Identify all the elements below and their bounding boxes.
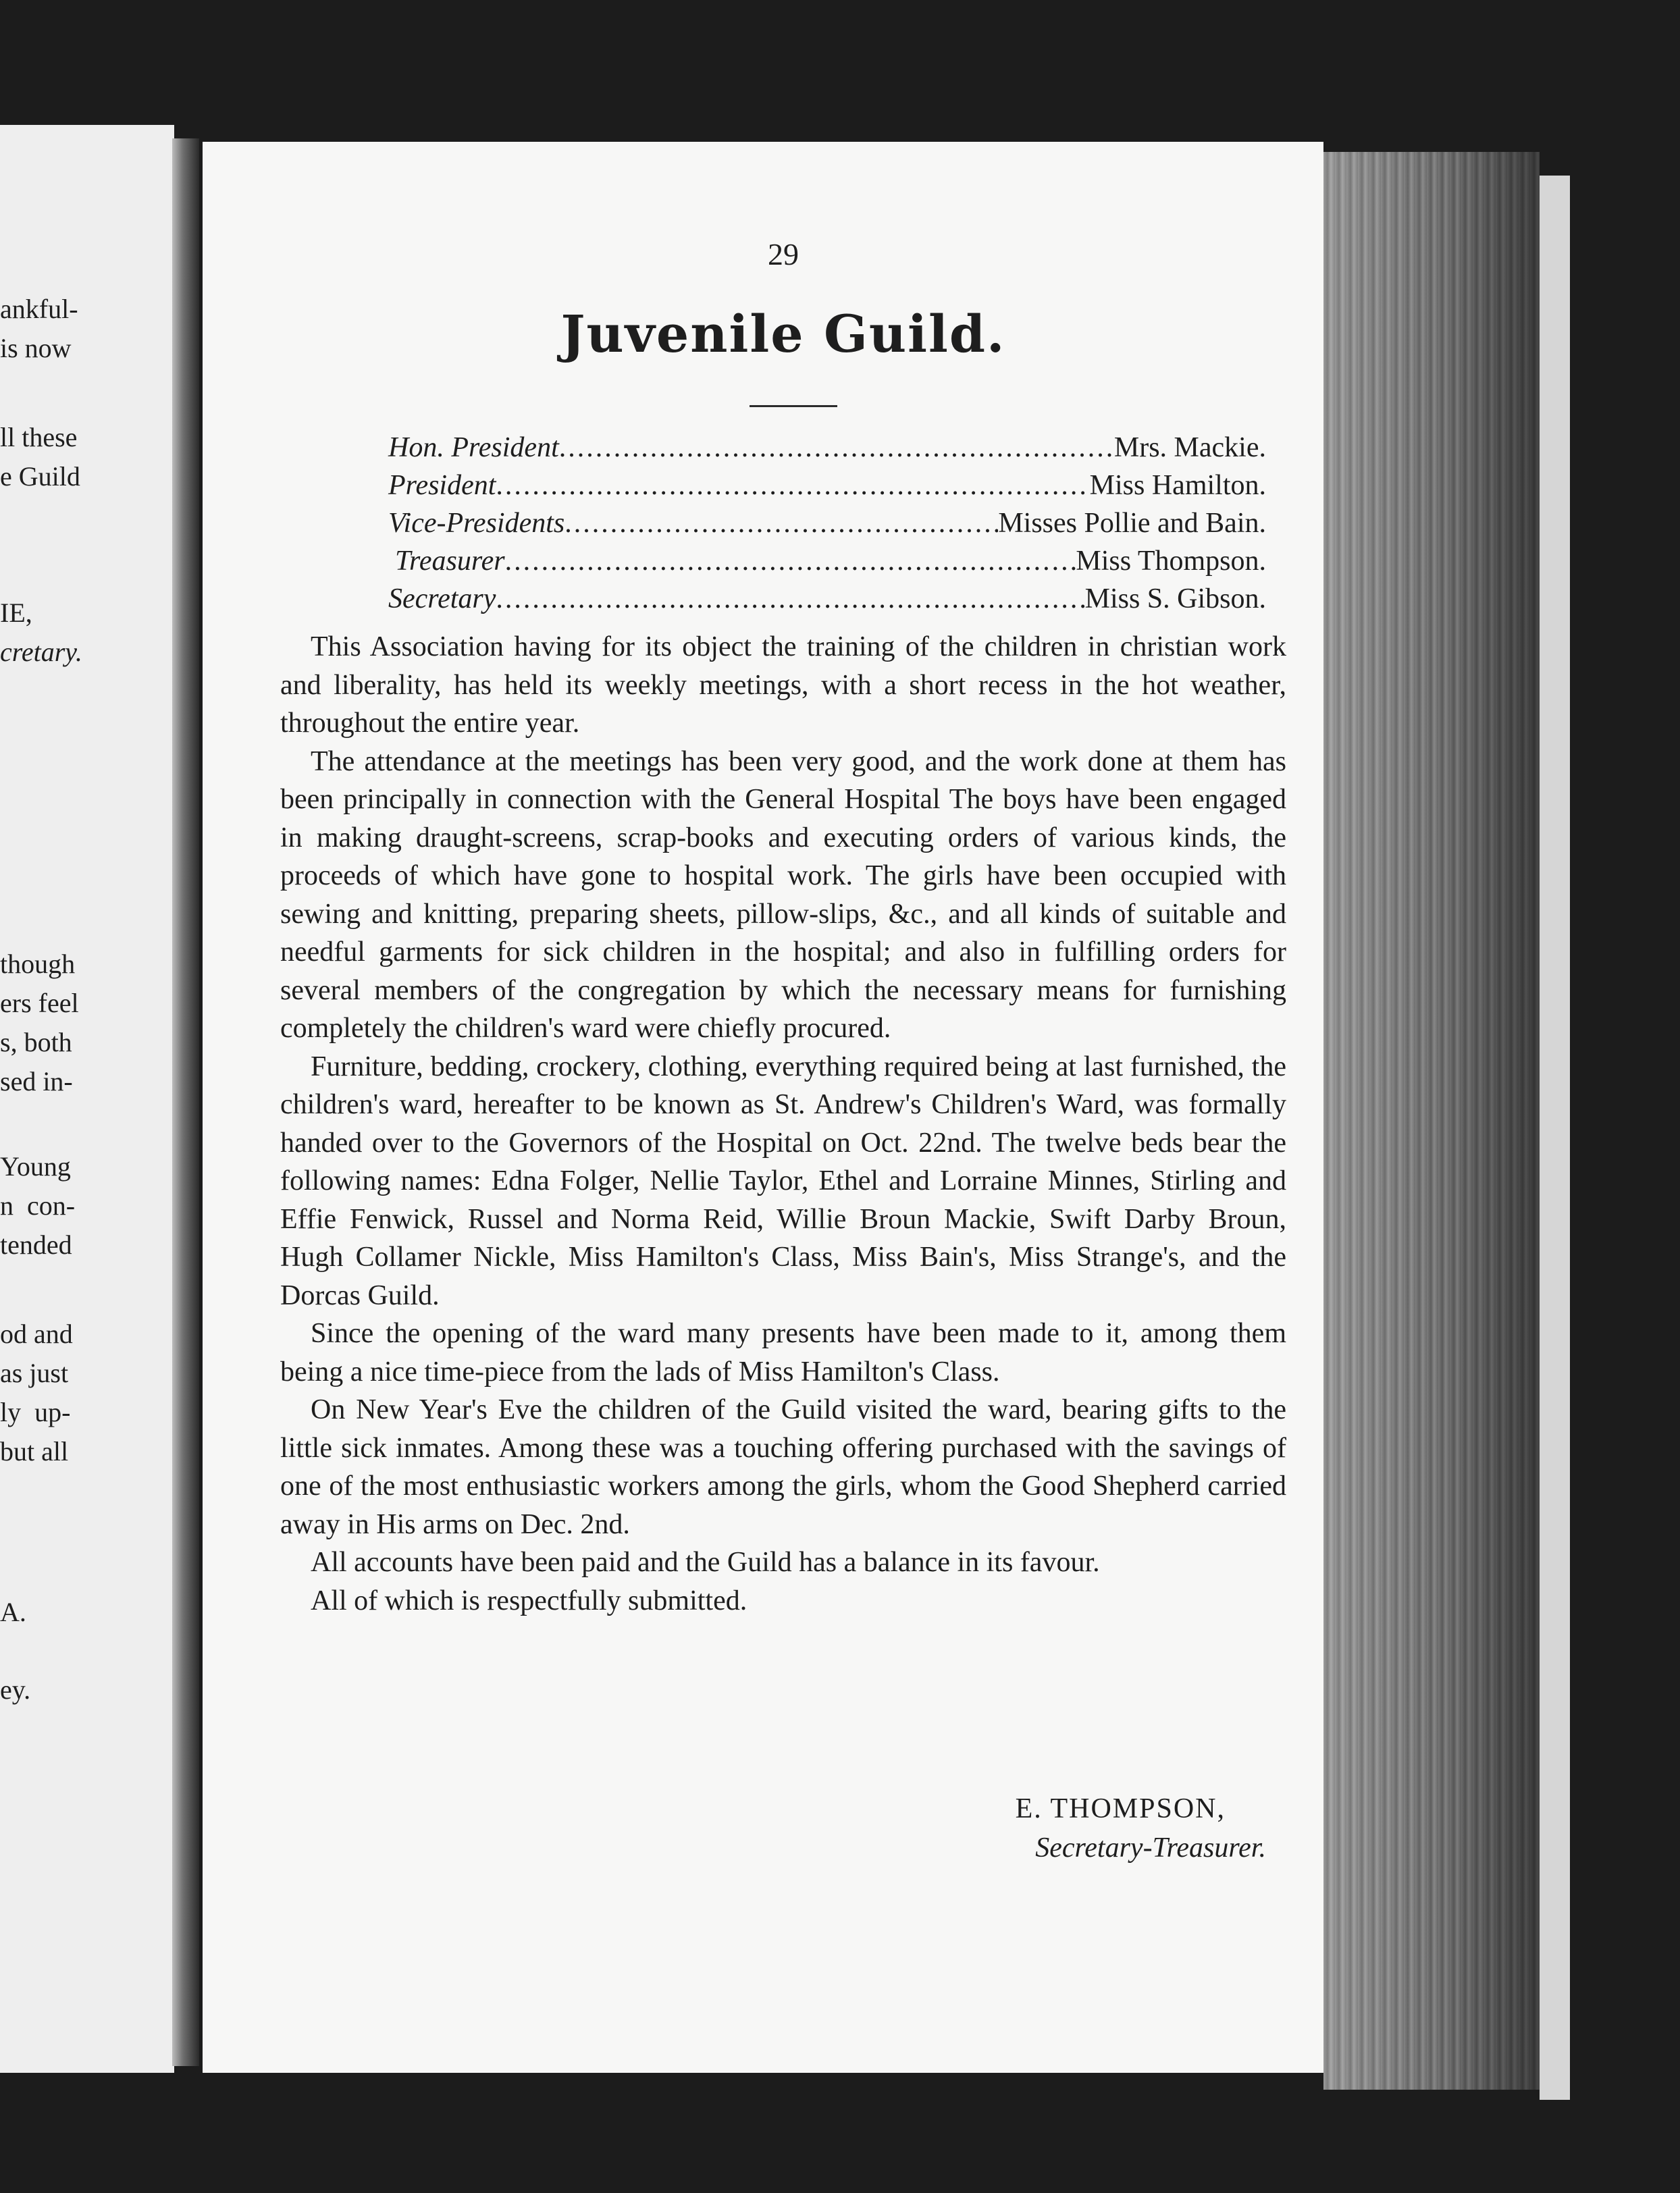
left-fragment-6: though [0, 949, 76, 979]
leader-dots [559, 429, 1114, 467]
officer-role: Vice-Presidents [388, 508, 565, 539]
paragraph: Furniture, bedding, crockery, clothing, everything required being at last furnished, the children's ward, hereafter to be known as St. Andrew's Children's Ward, was formally handed over to the Governors of the Hospital on Oct. 22nd. The twelve beds bear the following names: Edna Folger, Nellie Taylor, Ethel and Lorraine Minnes, Stirling and Effie Fenwick, Russel and Norma Reid, Willie Broun Mackie, Swift Darby Broun, Hugh Collamer Nickle, Miss Hamilton's Class, Miss Bain's, Miss Strange's, and the Dorcas Guild. [280, 1051, 1286, 1311]
paragraph: All of which is respectfully submitted. [311, 1585, 747, 1616]
officer-row [388, 429, 1266, 467]
leader-dots [505, 542, 1076, 580]
leader-dots [496, 580, 1084, 618]
paragraph: Since the opening of the ward many presents have been made to it, among them being a nice time-piece from the lads of Miss Hamilton's Class. [280, 1318, 1286, 1388]
officer-name: Miss S. Gibson. [1084, 583, 1266, 614]
left-fragment-14: as just [0, 1358, 69, 1388]
signature-name: E. THOMPSON, [1015, 1793, 1226, 1824]
officer-role: Treasurer [395, 546, 505, 577]
signature-title: Secretary-Treasurer. [1035, 1832, 1266, 1864]
left-fragment-11: n con- [0, 1190, 76, 1221]
left-fragment-16: but all [0, 1436, 69, 1467]
paragraph: The attendance at the meetings has been very good, and the work done at them has been principally in connection with the General Hospital The boys have been engaged in making draught-screens, scrap-books and executing orders of various kinds, the proceeds of which have gone to hospital work. The girls have been occupied with sewing and knitting, preparing sheets, pillow-slips, &c., and all kinds of suitable and needful garments for sick children in the hospital; and also in fulfilling orders for several members of the congregation by which the necessary means for furnishing completely the children's ward were chiefly procured. [280, 745, 1286, 1044]
left-fragment-13: od and [0, 1319, 73, 1349]
officer-name: Miss Hamilton. [1089, 470, 1266, 501]
officer-role: President [388, 470, 496, 501]
page-edges-shade [1323, 152, 1540, 2090]
left-fragment-7: ers feel [0, 988, 79, 1018]
paragraph: All accounts have been paid and the Guild has a balance in its favour. [311, 1547, 1100, 1578]
officer-name: Misses Pollie and Bain. [998, 508, 1266, 539]
officers-list [388, 429, 1266, 618]
left-fragment-10: Young [0, 1151, 71, 1182]
officer-name: Mrs. Mackie. [1113, 432, 1266, 463]
left-fragment-0: ankful- [0, 294, 78, 324]
leader-dots [496, 467, 1089, 504]
title-rule [750, 405, 837, 407]
left-fragment-1: is now [0, 333, 72, 363]
left-fragment-5: cretary. [0, 637, 82, 667]
report-body [280, 628, 1286, 1620]
left-page [0, 125, 174, 2073]
left-fragment-4: IE, [0, 598, 32, 628]
officer-row [388, 504, 1266, 542]
left-fragment-18: ey. [0, 1674, 31, 1705]
officer-row [388, 467, 1266, 504]
left-fragment-2: ll these [0, 422, 78, 452]
signature-block [280, 1789, 1266, 1868]
paragraph: This Association having for its object the training of the children in christian work and liberality, has held its weekly meetings, with a short recess in the hot weather, throughout the entire year. [280, 631, 1286, 739]
page-title: Juvenile Guild. [560, 304, 1006, 364]
officer-row [388, 580, 1266, 618]
page-number: 29 [768, 237, 799, 271]
book-cover-edge [1540, 176, 1570, 2100]
leader-dots [565, 504, 998, 542]
officer-role: Hon. President [388, 432, 559, 463]
left-fragment-8: s, both [0, 1027, 72, 1057]
officer-role: Secretary [388, 583, 496, 614]
paragraph: On New Year's Eve the children of the Guild visited the ward, bearing gifts to the little sick inmates. Among these was a touching offering purchased with the savings of one of the most enthusiastic workers among the girls, whom the Good Shepherd carried away in His arms on Dec. 2nd. [280, 1394, 1286, 1540]
left-fragment-9: sed in- [0, 1066, 73, 1096]
book-gutter [172, 138, 199, 2066]
officer-row [388, 542, 1266, 580]
officer-name: Miss Thompson. [1076, 546, 1266, 577]
left-fragment-3: e Guild [0, 461, 80, 492]
left-fragment-12: tended [0, 1230, 72, 1260]
left-fragment-15: ly up- [0, 1397, 71, 1427]
left-fragment-17: A. [0, 1597, 26, 1627]
